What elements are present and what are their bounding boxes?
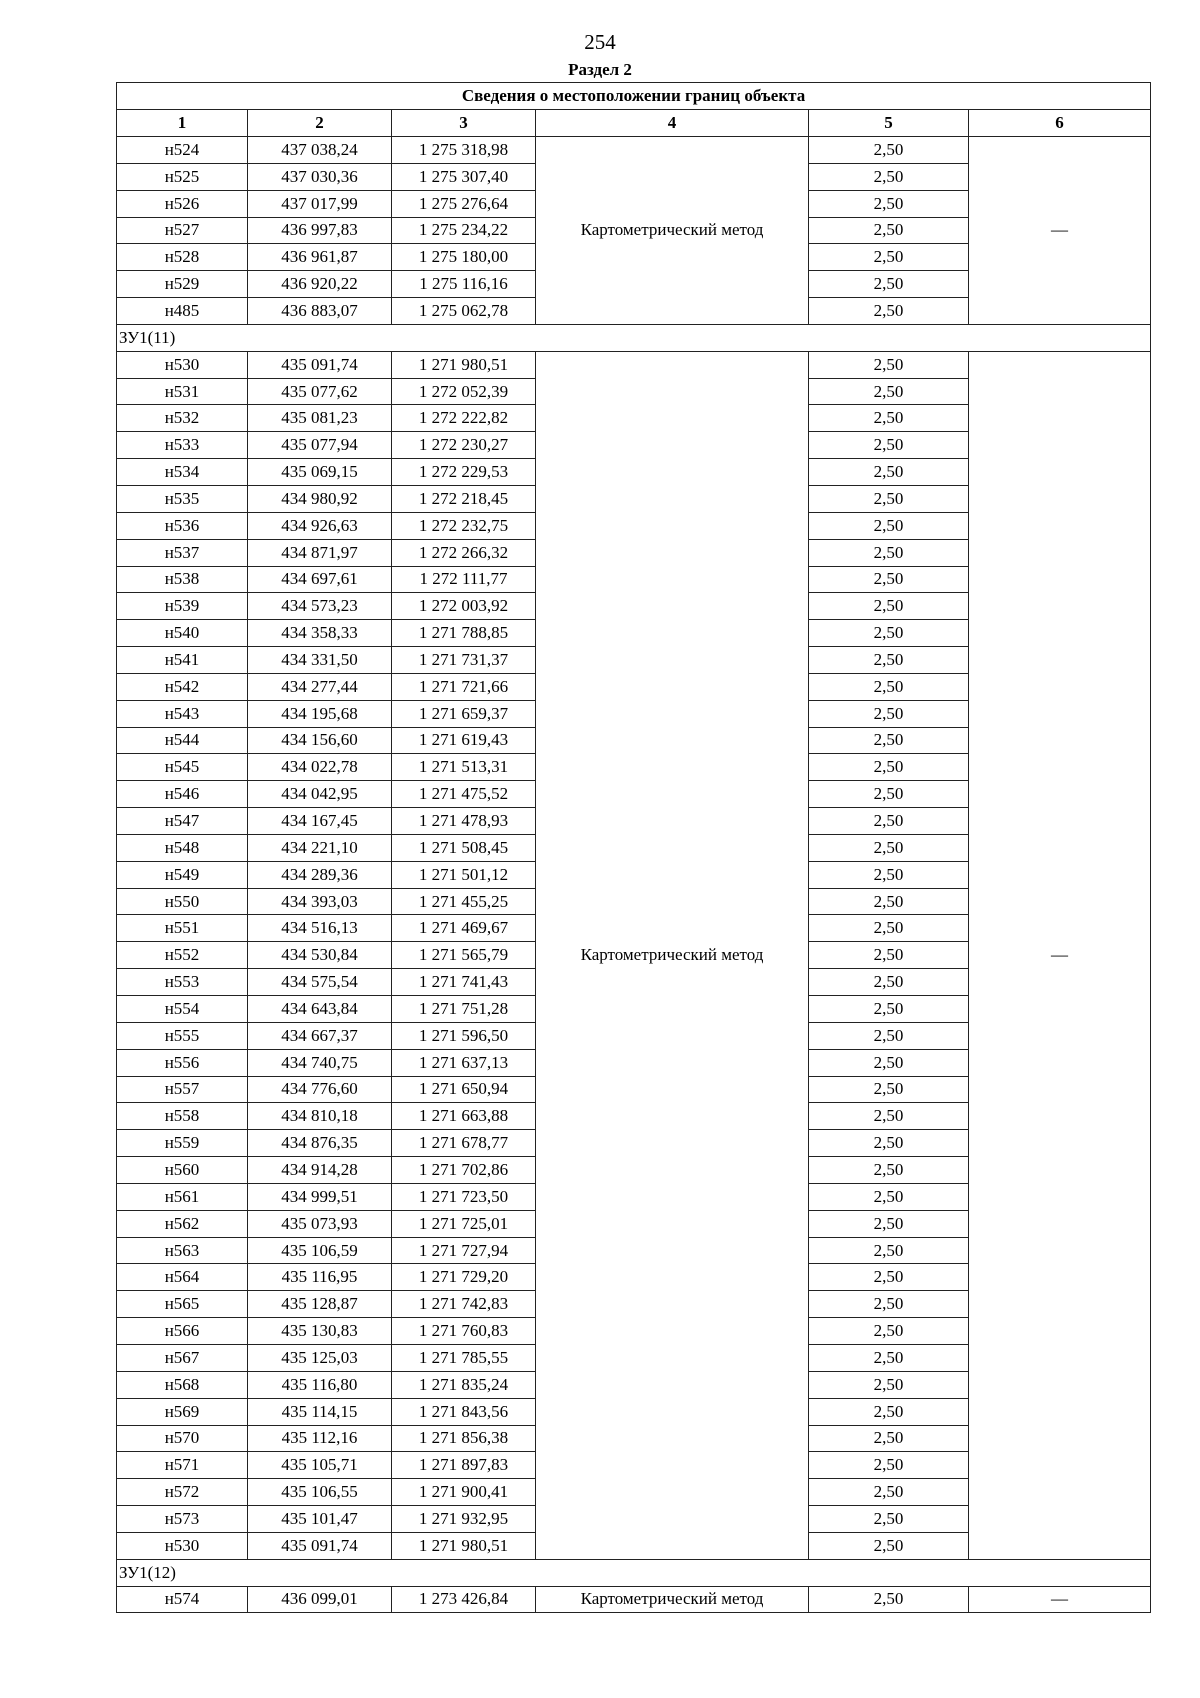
column-number-2: 2 xyxy=(248,110,392,137)
accuracy-cell: 2,50 xyxy=(809,190,969,217)
x-coordinate-cell: 434 697,61 xyxy=(248,566,392,593)
group-label: ЗУ1(12) xyxy=(117,1559,1151,1586)
y-coordinate-cell: 1 271 897,83 xyxy=(392,1452,536,1479)
point-id-cell: н550 xyxy=(117,888,248,915)
y-coordinate-cell: 1 271 727,94 xyxy=(392,1237,536,1264)
point-id-cell: н569 xyxy=(117,1398,248,1425)
accuracy-cell: 2,50 xyxy=(809,834,969,861)
accuracy-cell: 2,50 xyxy=(809,1425,969,1452)
point-id-cell: н540 xyxy=(117,620,248,647)
accuracy-cell: 2,50 xyxy=(809,1237,969,1264)
x-coordinate-cell: 435 106,55 xyxy=(248,1479,392,1506)
x-coordinate-cell: 434 516,13 xyxy=(248,915,392,942)
accuracy-cell: 2,50 xyxy=(809,1506,969,1533)
point-id-cell: н528 xyxy=(117,244,248,271)
point-id-cell: н546 xyxy=(117,781,248,808)
y-coordinate-cell: 1 271 565,79 xyxy=(392,942,536,969)
accuracy-cell: 2,50 xyxy=(809,1371,969,1398)
accuracy-cell: 2,50 xyxy=(809,137,969,164)
point-id-cell: н544 xyxy=(117,727,248,754)
y-coordinate-cell: 1 275 062,78 xyxy=(392,298,536,325)
y-coordinate-cell: 1 271 731,37 xyxy=(392,647,536,674)
accuracy-cell: 2,50 xyxy=(809,1130,969,1157)
y-coordinate-cell: 1 271 475,52 xyxy=(392,781,536,808)
point-id-cell: н563 xyxy=(117,1237,248,1264)
section-title: Раздел 2 xyxy=(568,60,632,79)
x-coordinate-cell: 435 091,74 xyxy=(248,351,392,378)
y-coordinate-cell: 1 275 116,16 xyxy=(392,271,536,298)
method-cell: Картометрический метод xyxy=(536,137,809,325)
x-coordinate-cell: 437 030,36 xyxy=(248,163,392,190)
y-coordinate-cell: 1 271 723,50 xyxy=(392,1183,536,1210)
x-coordinate-cell: 434 331,50 xyxy=(248,647,392,674)
accuracy-cell: 2,50 xyxy=(809,647,969,674)
x-coordinate-cell: 434 914,28 xyxy=(248,1157,392,1184)
column-number-6: 6 xyxy=(969,110,1151,137)
y-coordinate-cell: 1 271 678,77 xyxy=(392,1130,536,1157)
y-coordinate-cell: 1 275 318,98 xyxy=(392,137,536,164)
page-number: 254 xyxy=(584,30,616,54)
x-coordinate-cell: 434 022,78 xyxy=(248,754,392,781)
point-id-cell: н525 xyxy=(117,163,248,190)
point-id-cell: н549 xyxy=(117,861,248,888)
accuracy-cell: 2,50 xyxy=(809,163,969,190)
y-coordinate-cell: 1 271 785,55 xyxy=(392,1344,536,1371)
x-coordinate-cell: 434 530,84 xyxy=(248,942,392,969)
y-coordinate-cell: 1 273 426,84 xyxy=(392,1586,536,1613)
accuracy-cell: 2,50 xyxy=(809,1103,969,1130)
x-coordinate-cell: 434 740,75 xyxy=(248,1049,392,1076)
accuracy-cell: 2,50 xyxy=(809,727,969,754)
x-coordinate-cell: 436 883,07 xyxy=(248,298,392,325)
accuracy-cell: 2,50 xyxy=(809,1264,969,1291)
point-id-cell: н535 xyxy=(117,485,248,512)
x-coordinate-cell: 434 643,84 xyxy=(248,996,392,1023)
group-row xyxy=(117,1559,1151,1586)
point-id-cell: н526 xyxy=(117,190,248,217)
point-id-cell: н572 xyxy=(117,1479,248,1506)
accuracy-cell: 2,50 xyxy=(809,1479,969,1506)
x-coordinate-cell: 436 099,01 xyxy=(248,1586,392,1613)
x-coordinate-cell: 437 017,99 xyxy=(248,190,392,217)
y-coordinate-cell: 1 271 596,50 xyxy=(392,1022,536,1049)
x-coordinate-cell: 436 997,83 xyxy=(248,217,392,244)
table-caption: Сведения о местоположении границ объекта xyxy=(117,83,1151,110)
point-id-cell: н565 xyxy=(117,1291,248,1318)
accuracy-cell: 2,50 xyxy=(809,942,969,969)
y-coordinate-cell: 1 271 702,86 xyxy=(392,1157,536,1184)
x-coordinate-cell: 434 776,60 xyxy=(248,1076,392,1103)
y-coordinate-cell: 1 271 659,37 xyxy=(392,700,536,727)
y-coordinate-cell: 1 271 455,25 xyxy=(392,888,536,915)
point-id-cell: н527 xyxy=(117,217,248,244)
accuracy-cell: 2,50 xyxy=(809,459,969,486)
y-coordinate-cell: 1 271 513,31 xyxy=(392,754,536,781)
x-coordinate-cell: 434 810,18 xyxy=(248,1103,392,1130)
method-cell: Картометрический метод xyxy=(536,351,809,1559)
accuracy-cell: 2,50 xyxy=(809,996,969,1023)
point-id-cell: н531 xyxy=(117,378,248,405)
x-coordinate-cell: 434 221,10 xyxy=(248,834,392,861)
point-id-cell: н562 xyxy=(117,1210,248,1237)
accuracy-cell: 2,50 xyxy=(809,620,969,647)
accuracy-cell: 2,50 xyxy=(809,593,969,620)
point-id-cell: н532 xyxy=(117,405,248,432)
x-coordinate-cell: 434 393,03 xyxy=(248,888,392,915)
point-id-cell: н554 xyxy=(117,996,248,1023)
accuracy-cell: 2,50 xyxy=(809,1076,969,1103)
x-coordinate-cell: 435 114,15 xyxy=(248,1398,392,1425)
y-coordinate-cell: 1 271 856,38 xyxy=(392,1425,536,1452)
accuracy-cell: 2,50 xyxy=(809,1049,969,1076)
point-id-cell: н559 xyxy=(117,1130,248,1157)
x-coordinate-cell: 434 042,95 xyxy=(248,781,392,808)
y-coordinate-cell: 1 271 729,20 xyxy=(392,1264,536,1291)
x-coordinate-cell: 434 156,60 xyxy=(248,727,392,754)
accuracy-cell: 2,50 xyxy=(809,915,969,942)
group-row xyxy=(117,324,1151,351)
y-coordinate-cell: 1 271 650,94 xyxy=(392,1076,536,1103)
accuracy-cell: 2,50 xyxy=(809,781,969,808)
accuracy-cell: 2,50 xyxy=(809,512,969,539)
y-coordinate-cell: 1 275 307,40 xyxy=(392,163,536,190)
y-coordinate-cell: 1 271 721,66 xyxy=(392,673,536,700)
boundary-table xyxy=(116,82,1151,1613)
y-coordinate-cell: 1 271 741,43 xyxy=(392,969,536,996)
x-coordinate-cell: 434 876,35 xyxy=(248,1130,392,1157)
point-id-cell: н557 xyxy=(117,1076,248,1103)
y-coordinate-cell: 1 271 478,93 xyxy=(392,808,536,835)
y-coordinate-cell: 1 271 725,01 xyxy=(392,1210,536,1237)
y-coordinate-cell: 1 275 234,22 xyxy=(392,217,536,244)
y-coordinate-cell: 1 271 980,51 xyxy=(392,351,536,378)
x-coordinate-cell: 434 195,68 xyxy=(248,700,392,727)
x-coordinate-cell: 435 101,47 xyxy=(248,1506,392,1533)
point-id-cell: н545 xyxy=(117,754,248,781)
y-coordinate-cell: 1 271 501,12 xyxy=(392,861,536,888)
x-coordinate-cell: 436 920,22 xyxy=(248,271,392,298)
point-id-cell: н564 xyxy=(117,1264,248,1291)
point-id-cell: н524 xyxy=(117,137,248,164)
y-coordinate-cell: 1 275 276,64 xyxy=(392,190,536,217)
x-coordinate-cell: 435 077,94 xyxy=(248,432,392,459)
point-id-cell: н529 xyxy=(117,271,248,298)
point-id-cell: н560 xyxy=(117,1157,248,1184)
accuracy-cell: 2,50 xyxy=(809,298,969,325)
accuracy-cell: 2,50 xyxy=(809,754,969,781)
method-cell: Картометрический метод xyxy=(536,1586,809,1613)
point-id-cell: н570 xyxy=(117,1425,248,1452)
point-id-cell: н551 xyxy=(117,915,248,942)
y-coordinate-cell: 1 271 508,45 xyxy=(392,834,536,861)
y-coordinate-cell: 1 272 111,77 xyxy=(392,566,536,593)
table-row xyxy=(117,1586,1151,1613)
point-id-cell: н534 xyxy=(117,459,248,486)
point-id-cell: н537 xyxy=(117,539,248,566)
y-coordinate-cell: 1 272 230,27 xyxy=(392,432,536,459)
point-id-cell: н541 xyxy=(117,647,248,674)
x-coordinate-cell: 434 358,33 xyxy=(248,620,392,647)
y-coordinate-cell: 1 271 932,95 xyxy=(392,1506,536,1533)
note-cell: — xyxy=(969,1586,1151,1613)
point-id-cell: н555 xyxy=(117,1022,248,1049)
y-coordinate-cell: 1 271 843,56 xyxy=(392,1398,536,1425)
accuracy-cell: 2,50 xyxy=(809,1022,969,1049)
point-id-cell: н536 xyxy=(117,512,248,539)
x-coordinate-cell: 435 112,16 xyxy=(248,1425,392,1452)
x-coordinate-cell: 435 116,95 xyxy=(248,1264,392,1291)
y-coordinate-cell: 1 271 788,85 xyxy=(392,620,536,647)
x-coordinate-cell: 435 106,59 xyxy=(248,1237,392,1264)
x-coordinate-cell: 434 573,23 xyxy=(248,593,392,620)
accuracy-cell: 2,50 xyxy=(809,888,969,915)
accuracy-cell: 2,50 xyxy=(809,405,969,432)
accuracy-cell: 2,50 xyxy=(809,1586,969,1613)
x-coordinate-cell: 434 667,37 xyxy=(248,1022,392,1049)
accuracy-cell: 2,50 xyxy=(809,673,969,700)
accuracy-cell: 2,50 xyxy=(809,1210,969,1237)
point-id-cell: н552 xyxy=(117,942,248,969)
y-coordinate-cell: 1 272 266,32 xyxy=(392,539,536,566)
y-coordinate-cell: 1 271 760,83 xyxy=(392,1318,536,1345)
accuracy-cell: 2,50 xyxy=(809,808,969,835)
x-coordinate-cell: 434 575,54 xyxy=(248,969,392,996)
x-coordinate-cell: 434 926,63 xyxy=(248,512,392,539)
note-cell: — xyxy=(969,351,1151,1559)
column-number-1: 1 xyxy=(117,110,248,137)
accuracy-cell: 2,50 xyxy=(809,378,969,405)
x-coordinate-cell: 434 289,36 xyxy=(248,861,392,888)
y-coordinate-cell: 1 272 052,39 xyxy=(392,378,536,405)
point-id-cell: н574 xyxy=(117,1586,248,1613)
point-id-cell: н538 xyxy=(117,566,248,593)
point-id-cell: н561 xyxy=(117,1183,248,1210)
point-id-cell: н542 xyxy=(117,673,248,700)
accuracy-cell: 2,50 xyxy=(809,1318,969,1345)
column-number-5: 5 xyxy=(809,110,969,137)
y-coordinate-cell: 1 271 835,24 xyxy=(392,1371,536,1398)
accuracy-cell: 2,50 xyxy=(809,969,969,996)
accuracy-cell: 2,50 xyxy=(809,1452,969,1479)
x-coordinate-cell: 435 130,83 xyxy=(248,1318,392,1345)
point-id-cell: н539 xyxy=(117,593,248,620)
point-id-cell: н553 xyxy=(117,969,248,996)
y-coordinate-cell: 1 271 751,28 xyxy=(392,996,536,1023)
note-cell: — xyxy=(969,137,1151,325)
point-id-cell: н568 xyxy=(117,1371,248,1398)
point-id-cell: н547 xyxy=(117,808,248,835)
x-coordinate-cell: 436 961,87 xyxy=(248,244,392,271)
accuracy-cell: 2,50 xyxy=(809,217,969,244)
accuracy-cell: 2,50 xyxy=(809,1344,969,1371)
y-coordinate-cell: 1 275 180,00 xyxy=(392,244,536,271)
point-id-cell: н485 xyxy=(117,298,248,325)
accuracy-cell: 2,50 xyxy=(809,244,969,271)
column-number-4: 4 xyxy=(536,110,809,137)
y-coordinate-cell: 1 271 619,43 xyxy=(392,727,536,754)
y-coordinate-cell: 1 271 663,88 xyxy=(392,1103,536,1130)
accuracy-cell: 2,50 xyxy=(809,1532,969,1559)
point-id-cell: н571 xyxy=(117,1452,248,1479)
point-id-cell: н530 xyxy=(117,1532,248,1559)
accuracy-cell: 2,50 xyxy=(809,1183,969,1210)
y-coordinate-cell: 1 271 980,51 xyxy=(392,1532,536,1559)
accuracy-cell: 2,50 xyxy=(809,539,969,566)
x-coordinate-cell: 434 999,51 xyxy=(248,1183,392,1210)
x-coordinate-cell: 435 081,23 xyxy=(248,405,392,432)
table-row xyxy=(117,351,1151,378)
y-coordinate-cell: 1 272 229,53 xyxy=(392,459,536,486)
y-coordinate-cell: 1 272 222,82 xyxy=(392,405,536,432)
accuracy-cell: 2,50 xyxy=(809,566,969,593)
x-coordinate-cell: 435 069,15 xyxy=(248,459,392,486)
accuracy-cell: 2,50 xyxy=(809,861,969,888)
point-id-cell: н566 xyxy=(117,1318,248,1345)
accuracy-cell: 2,50 xyxy=(809,351,969,378)
point-id-cell: н573 xyxy=(117,1506,248,1533)
point-id-cell: н556 xyxy=(117,1049,248,1076)
x-coordinate-cell: 437 038,24 xyxy=(248,137,392,164)
accuracy-cell: 2,50 xyxy=(809,1291,969,1318)
table-row xyxy=(117,137,1151,164)
point-id-cell: н548 xyxy=(117,834,248,861)
y-coordinate-cell: 1 272 232,75 xyxy=(392,512,536,539)
x-coordinate-cell: 434 980,92 xyxy=(248,485,392,512)
x-coordinate-cell: 435 116,80 xyxy=(248,1371,392,1398)
y-coordinate-cell: 1 272 218,45 xyxy=(392,485,536,512)
column-number-3: 3 xyxy=(392,110,536,137)
y-coordinate-cell: 1 272 003,92 xyxy=(392,593,536,620)
x-coordinate-cell: 435 125,03 xyxy=(248,1344,392,1371)
point-id-cell: н567 xyxy=(117,1344,248,1371)
x-coordinate-cell: 434 167,45 xyxy=(248,808,392,835)
accuracy-cell: 2,50 xyxy=(809,271,969,298)
x-coordinate-cell: 435 091,74 xyxy=(248,1532,392,1559)
accuracy-cell: 2,50 xyxy=(809,1157,969,1184)
y-coordinate-cell: 1 271 742,83 xyxy=(392,1291,536,1318)
accuracy-cell: 2,50 xyxy=(809,432,969,459)
x-coordinate-cell: 435 128,87 xyxy=(248,1291,392,1318)
accuracy-cell: 2,50 xyxy=(809,700,969,727)
y-coordinate-cell: 1 271 900,41 xyxy=(392,1479,536,1506)
y-coordinate-cell: 1 271 469,67 xyxy=(392,915,536,942)
x-coordinate-cell: 435 105,71 xyxy=(248,1452,392,1479)
y-coordinate-cell: 1 271 637,13 xyxy=(392,1049,536,1076)
accuracy-cell: 2,50 xyxy=(809,1398,969,1425)
x-coordinate-cell: 435 073,93 xyxy=(248,1210,392,1237)
x-coordinate-cell: 434 871,97 xyxy=(248,539,392,566)
point-id-cell: н558 xyxy=(117,1103,248,1130)
accuracy-cell: 2,50 xyxy=(809,485,969,512)
point-id-cell: н530 xyxy=(117,351,248,378)
x-coordinate-cell: 435 077,62 xyxy=(248,378,392,405)
point-id-cell: н533 xyxy=(117,432,248,459)
group-label: ЗУ1(11) xyxy=(117,324,1151,351)
point-id-cell: н543 xyxy=(117,700,248,727)
x-coordinate-cell: 434 277,44 xyxy=(248,673,392,700)
